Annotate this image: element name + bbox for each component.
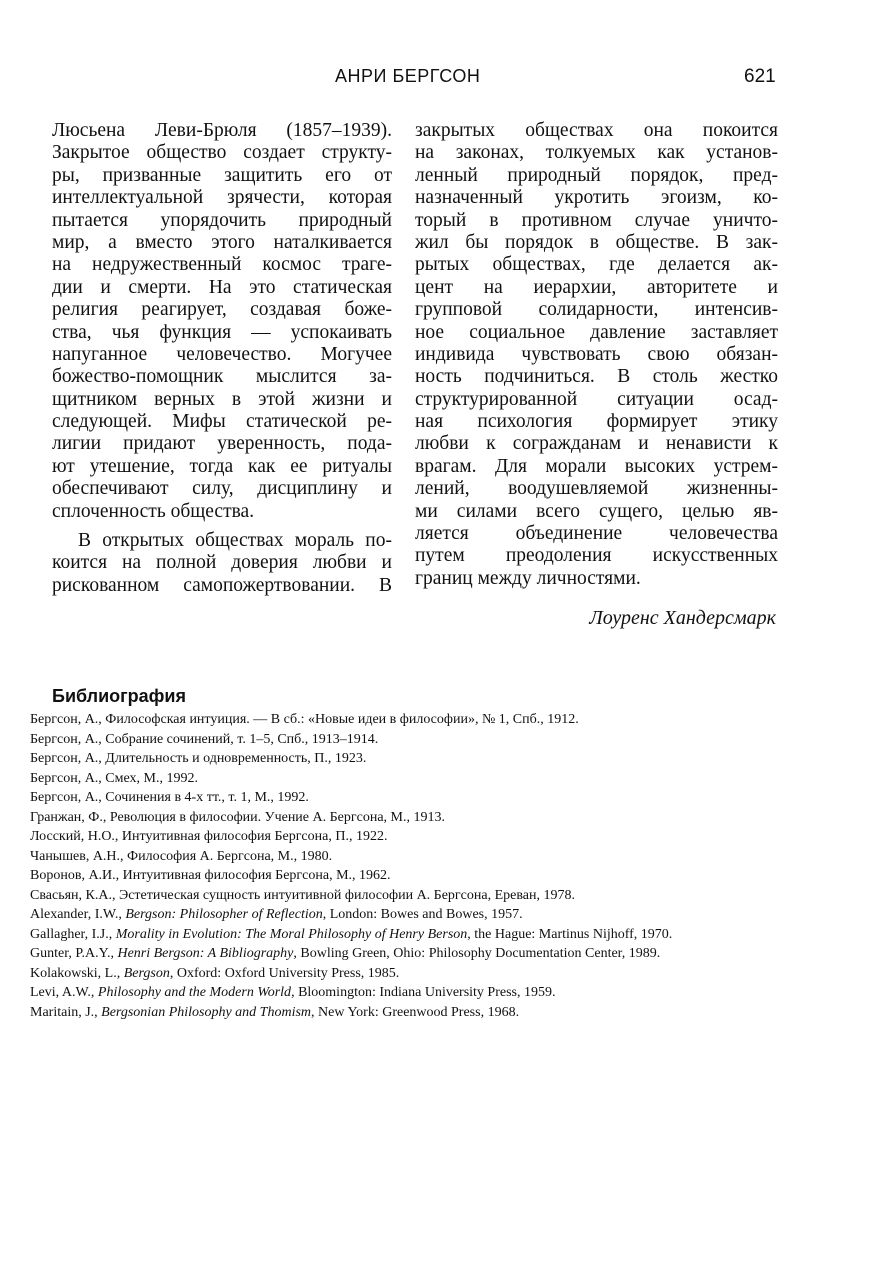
text-line: мир, а вместо этого наталкивается [52, 231, 392, 253]
text-line: групповой солидарности, интенсив- [415, 299, 778, 321]
book-title: Henri Bergson: A Bibliography [117, 946, 294, 961]
text-line: Люсьена Леви-Брюля (1857–1939). [52, 120, 392, 141]
text-line: ляется объединение человечества [415, 523, 778, 545]
bibliography-entry: Levi, A.W., Philosophy and the Modern World, Bloomington: Indiana University Press, 1959. [30, 985, 556, 1000]
bibliography-entry: Лосский, Н.О., Интуитивная философия Бергсона, П., 1922. [30, 829, 388, 844]
text-line: лений, воодушевляемой жизненны- [415, 478, 778, 500]
bibliography-entry: Бергсон, А., Сочинения в 4-х тт., т. 1, М., 1992. [30, 790, 309, 805]
bibliography-entry: Kolakowski, L., Bergson, Oxford: Oxford University Press, 1985. [30, 965, 400, 981]
text-line: дии и смерти. На это статическая [52, 276, 392, 298]
text-line: ры, призванные защитить его от [52, 164, 392, 186]
bibliography-entry: Свасьян, К.А., Эстетическая сущность интуитивной философии А. Бергсона, Ереван, 1978. [30, 887, 575, 903]
book-title: Morality in Evolution: The Moral Philosophy of Henry Berson [115, 926, 468, 942]
bibliography-entry: Maritain, J., Bergsonian Philosophy and Thomism, New York: Greenwood Press, 1968. [30, 1004, 520, 1020]
book-title: Bergson: Philosopher of Reflection [125, 907, 323, 922]
bibliography-entry: Чанышев, А.Н., Философия А. Бергсона, М., 1980. [30, 848, 333, 864]
text-line: границ между личностями. [415, 567, 641, 589]
text-line: ность подчиниться. В столь жестко [415, 366, 778, 388]
paragraph-gap [52, 523, 392, 530]
book-title: Bergsonian Philosophy and Thomism [101, 1004, 312, 1020]
text-line: сплоченность общества. [52, 500, 255, 522]
text-line: индивида чувствовать свою обязан- [415, 343, 778, 365]
text-line: религия реагирует, создавая боже- [52, 299, 392, 321]
text-line: ная психология формирует этику [415, 411, 778, 433]
text-line: ства, чья функция — успокаивать [52, 321, 392, 343]
text-line: ми силами всего сущего, целью яв- [415, 500, 778, 522]
text-line: щитником верных в этой жизни и [52, 388, 392, 410]
bibliography-entry: Бергсон, А., Философская интуиция. — В сб.: «Новые идеи в философии», № 1, Спб., 1912. [30, 712, 579, 727]
text-line: на недружественный космос траге- [52, 254, 392, 276]
running-head: АНРИ БЕРГСОН [335, 66, 481, 86]
book-title: Philosophy and the Modern World [97, 985, 292, 1000]
bibliography-entry: Alexander, I.W., Bergson: Philosopher of Reflection, London: Bowes and Bowes, 1957. [30, 907, 523, 922]
bibliography-heading: Библиография [52, 686, 186, 706]
text-line: божество-помощник мыслится за- [52, 366, 392, 388]
text-line: пытается упорядочить природный [52, 209, 392, 231]
text-line: назначенный укротить эгоизм, ко- [415, 187, 778, 209]
text-line: врагам. Для морали высоких устрем- [415, 455, 778, 477]
text-line: любви к согражданам и ненависти к [415, 433, 778, 455]
text-line: В открытых обществах мораль по- [78, 530, 392, 552]
bibliography-entry: Бергсон, А., Собрание сочинений, т. 1–5, Спб., 1913–1914. [30, 731, 379, 747]
text-line: жил бы порядок в обществе. В зак- [415, 231, 778, 253]
left-column [52, 120, 392, 597]
text-line: ное социальное давление заставляет [415, 321, 778, 343]
text-line: коится на полной доверия любви и [52, 552, 392, 574]
text-line: цент на иерархии, авторитете и [415, 276, 778, 298]
text-line: структурированной ситуации осад- [415, 388, 778, 410]
text-line: интеллектуальной зрячести, которая [52, 187, 392, 209]
text-line: обеспечивают силу, дисциплину и [52, 478, 392, 500]
bibliography-entry: Бергсон, А., Смех, М., 1992. [30, 770, 198, 786]
page-number: 621 [744, 66, 776, 87]
text-line: на законах, толкуемых как установ- [415, 142, 778, 164]
text-line: ют утешение, тогда как ее ритуалы [52, 455, 392, 477]
bibliography-entry: Gallagher, I.J., Morality in Evolution: The Moral Philosophy of Henry Berson, the Hague: Martinus Nijhoff, 1970. [30, 926, 673, 942]
text-line: Закрытое общество создает структу- [52, 142, 392, 164]
text-line: рискованном самопожертвовании. В [52, 574, 392, 596]
text-line: путем преодоления искусственных [415, 545, 778, 567]
bibliography-entry: Gunter, P.A.Y., Henri Bergson: A Bibliography, Bowling Green, Ohio: Philosophy Documentation Center, 1989. [30, 946, 661, 961]
bibliography-entry: Воронов, А.И., Интуитивная философия Бергсона, М., 1962. [30, 868, 391, 883]
bibliography-list [30, 710, 778, 1022]
text-line: следующей. Мифы статической ре- [52, 411, 392, 433]
text-line: напуганное человечество. Могучее [52, 343, 392, 365]
book-title: Bergson [123, 965, 170, 981]
bibliography-entry: Гранжан, Ф., Революция в философии. Учение А. Бергсона, М., 1913. [30, 809, 445, 825]
bibliography-entry: Бергсон, А., Длительность и одновременность, П., 1923. [30, 751, 367, 766]
text-line: лигии придают уверенность, пода- [52, 433, 392, 455]
right-column [415, 120, 778, 590]
text-line: рытых обществах, где делается ак- [415, 254, 778, 276]
text-line: ленный природный порядок, пред- [415, 164, 778, 186]
text-line: закрытых обществах она покоится [415, 120, 778, 141]
article-author: Лоуренс Хандерсмарк [589, 607, 776, 629]
text-line: торый в противном случае уничто- [415, 209, 778, 231]
